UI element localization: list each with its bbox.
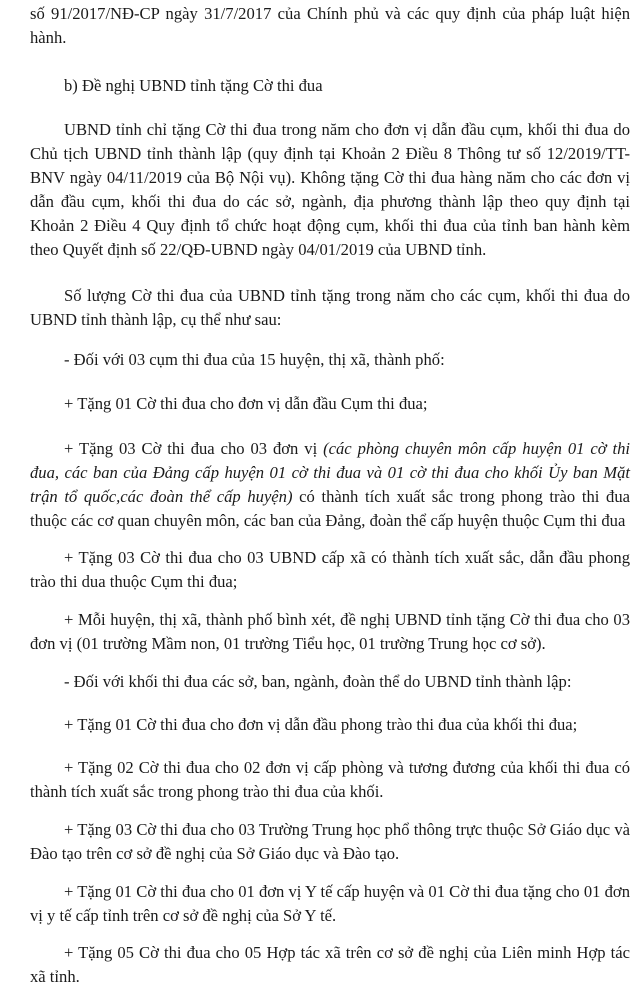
paragraph-ubnd-policy: UBND tỉnh chỉ tặng Cờ thi đua trong năm cho đơn vị dẫn đầu cụm, khối thi đua do Chủ tịch UBND tỉnh thành lập (quy định tại Khoản 2 Điều 8 Thông tư số 12/2019/TT-BNV ngày 04/11/2019 của Bộ Nội vụ). Không tặng Cờ thi đua hàng năm cho các đơn vị dẫn đầu cụm, khối thi đua do các sở, ngành, địa phương thành lập theo quy định tại Khoản 2 Điều 4 Quy định tổ chức hoạt động cụm, khối thi đua của tỉnh ban hành kèm theo Quyết định số 22/QĐ-UBND ngày 04/01/2019 của UBND tỉnh.	[30, 120, 630, 259]
list-item-district-clusters: - Đối với 03 cụm thi đua của 15 huyện, thị xã, thành phố:	[64, 350, 445, 369]
list-item-departments-block: - Đối với khối thi đua các sở, ban, ngành, đoàn thể do UBND tỉnh thành lập:	[64, 672, 572, 691]
list-item-cluster-leader: + Tặng 01 Cờ thi đua cho đơn vị dẫn đầu Cụm thi đua;	[64, 394, 428, 413]
paragraph-quantity-intro: Số lượng Cờ thi đua của UBND tỉnh tặng trong năm cho các cụm, khối thi đua do UBND tỉnh thành lập, cụ thể như sau:	[30, 286, 630, 329]
list-item-three-units	[30, 437, 630, 533]
list-item-high-schools: + Tặng 03 Cờ thi đua cho 03 Trường Trung học phổ thông trực thuộc Sở Giáo dục và Đào tạo trên cơ sở đề nghị của Sở Giáo dục và Đào tạo.	[30, 820, 630, 863]
paragraph-legal-reference: số 91/2017/NĐ-CP ngày 31/7/2017 của Chính phủ và các quy định của pháp luật hiện hành.	[30, 4, 630, 47]
list-item-three-units-tail: có thành tích xuất sắc trong phong trào thi đua thuộc các cơ quan chuyên môn, các ban của Đảng, đoàn thể cấp huyện thuộc Cụm thi đua	[30, 487, 630, 530]
list-item-commune-ubnd: + Tặng 03 Cờ thi đua cho 03 UBND cấp xã có thành tích xuất sắc, dẫn đầu phong trào thi dua thuộc Cụm thi đua;	[30, 548, 630, 591]
list-item-cooperatives: + Tặng 05 Cờ thi đua cho 05 Hợp tác xã trên cơ sở đề nghị của Liên minh Hợp tác xã tỉnh.	[30, 943, 630, 986]
list-item-health-units: + Tặng 01 Cờ thi đua cho 01 đơn vị Y tế cấp huyện và 01 Cờ thi đua tặng cho 01 đơn vị y tế cấp tỉnh trên cơ sở đề nghị của Sở Y tế.	[30, 882, 630, 925]
list-item-three-units-lead: + Tặng 03 Cờ thi đua cho 03 đơn vị	[64, 439, 324, 458]
section-heading-b: b) Đề nghị UBND tỉnh tặng Cờ thi đua	[64, 76, 323, 95]
list-item-two-units: + Tặng 02 Cờ thi đua cho 02 đơn vị cấp phòng và tương đương của khối thi đua có thành tích xuất sắc trong phong trào thi đua của khối.	[30, 758, 630, 801]
list-item-schools: + Mỗi huyện, thị xã, thành phố bình xét, đề nghị UBND tỉnh tặng Cờ thi đua cho 03 đơn vị (01 trường Mầm non, 01 trường Tiểu học, 01 trường Trung học cơ sở).	[30, 610, 630, 653]
list-item-three-units-note: (các phòng chuyên môn cấp huyện 01 cờ thi đua, các ban của Đảng cấp huyện 01 cờ thi đua và 01 cờ thi đua cho khối Ủy ban Mặt trận tổ quốc,các đoàn thể cấp huyện)	[30, 439, 630, 506]
list-item-block-leader: + Tặng 01 Cờ thi đua cho đơn vị dẫn đầu phong trào thi đua của khối thi đua;	[64, 715, 578, 734]
